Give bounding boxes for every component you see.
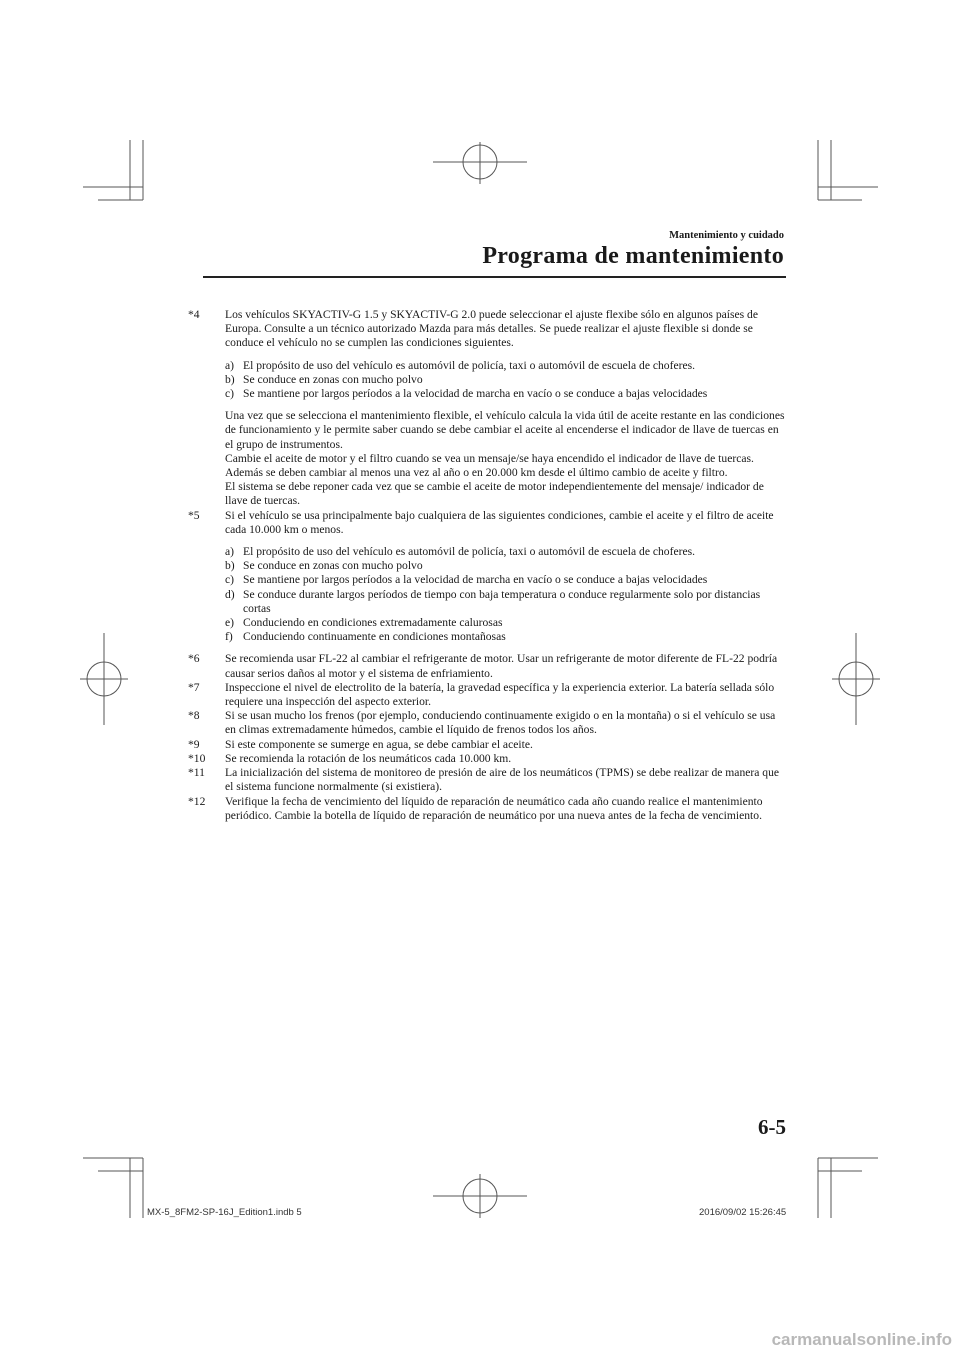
condition-item xyxy=(225,359,786,373)
footnote xyxy=(188,752,786,766)
footnote-text: Si se usan mucho los frenos (por ejemplo, conduciendo continuamente exigido o en la montaña) o si el vehículo se usa en climas extremadamente húmedos, cambie el líquido de frenos todos los años. xyxy=(225,709,776,737)
condition-letter: f) xyxy=(225,630,233,644)
footnote-text: Inspeccione el nivel de electrolito de la batería, la gravedad específica y la experiencia exterior. La batería sellada sólo requiere una inspección del aspecto exterior. xyxy=(225,680,775,709)
condition-item xyxy=(225,573,786,587)
condition-text: Se conduce durante largos períodos de tiempo con baja temperatura o conduce regularmente solo por distancias cortas xyxy=(243,587,761,615)
footnote-text: Se recomienda la rotación de los neumáticos cada 10.000 km. xyxy=(225,751,512,765)
footnote xyxy=(188,766,786,794)
footnote-number: *6 xyxy=(188,652,200,666)
footnote-number: *4 xyxy=(188,308,200,321)
condition-item xyxy=(225,373,786,387)
footnote xyxy=(188,681,786,709)
footnote-body xyxy=(225,766,786,794)
footnote-number: *10 xyxy=(188,751,206,765)
footnote-number: *11 xyxy=(188,766,205,780)
footnote-text: Se recomienda usar FL-22 al cambiar el refrigerante de motor. Usar un refrigerante de motor diferente de FL-22 podría causar serios daños al motor y el sistema de enfriamiento. xyxy=(225,652,778,680)
footnote-body xyxy=(225,308,786,509)
condition-letter: a) xyxy=(225,358,235,372)
footnote-text: Los vehículos SKYACTIV-G 1.5 y SKYACTIV-G 2.0 puede seleccionar el ajuste flexibe sólo en algunos países de Europa. Consulte a un técnico autorizado Mazda para más detalles. Se puede realizar el ajuste flexible si donde se conduce el vehículo no se cumplen las condiciones siguientes. xyxy=(225,308,759,350)
condition-letter: a) xyxy=(225,545,235,559)
condition-letter: e) xyxy=(225,616,235,630)
condition-letter: c) xyxy=(225,573,235,587)
footer-file-name: MX-5_8FM2-SP-16J_Edition1.indb 5 xyxy=(147,1207,302,1218)
condition-item xyxy=(225,630,786,644)
condition-text: El propósito de uso del vehículo es automóvil de policía, taxi o automóvil de escuela de choferes. xyxy=(243,545,696,559)
condition-letter: b) xyxy=(225,372,235,386)
footnote-paragraph: Una vez que se selecciona el mantenimiento flexible, el vehículo calcula la vida útil de aceite restante en las condiciones de funcionamiento y le permite saber cuando se debe cambiar el aceite al encenderse el indicador de llave de tuercas en el grupo de instrumentos. xyxy=(225,409,785,451)
footnote-number: *5 xyxy=(188,508,200,522)
footnote xyxy=(188,308,786,509)
footnote-body xyxy=(225,795,786,823)
footer-timestamp: 2016/09/02 15:26:45 xyxy=(699,1207,787,1218)
condition-text: Conduciendo continuamente en condiciones montañosas xyxy=(243,630,506,644)
footnote xyxy=(188,795,786,823)
condition-text: Conduciendo en condiciones extremadamente calurosas xyxy=(243,616,503,630)
condition-item xyxy=(225,559,786,573)
footnote-text: Si este componente se sumerge en agua, se debe cambiar el aceite. xyxy=(225,737,533,751)
condition-text: Se mantiene por largos períodos a la velocidad de marcha en vacío o se conduce a bajas velocidades xyxy=(243,387,708,401)
footnote xyxy=(188,738,786,752)
footnotes-list xyxy=(188,308,786,823)
footnote-number: *9 xyxy=(188,737,200,751)
footnote-body xyxy=(225,509,786,653)
condition-text: Se conduce en zonas con mucho polvo xyxy=(243,559,423,573)
condition-letter: d) xyxy=(225,587,235,601)
condition-item xyxy=(225,588,786,616)
footnote-body xyxy=(225,652,786,680)
footnote-number: *7 xyxy=(188,680,200,694)
footnote-paragraph: Cambie el aceite de motor y el filtro cuando se vea un mensaje/se haya encendido el indicador de llave de tuercas. Además se deben cambiar al menos una vez al año o en 20.000 km desde el último cambio de aceite y filtro. xyxy=(225,451,754,480)
footnote-text: Verifique la fecha de vencimiento del líquido de reparación de neumático cada año cuando realice el mantenimiento periódico. Cambie la botella de líquido de reparación de neumático por una nueva antes de la fecha de vencimiento. xyxy=(225,794,763,822)
condition-item xyxy=(225,387,786,401)
condition-text: El propósito de uso del vehículo es automóvil de policía, taxi o automóvil de escuela de choferes. xyxy=(243,358,696,372)
condition-item xyxy=(225,616,786,630)
watermark: carmanualsonline.info xyxy=(771,1330,952,1349)
section-label: Mantenimiento y cuidado xyxy=(669,230,784,241)
footnote-body xyxy=(225,752,786,766)
footnote-text: Si el vehículo se usa principalmente bajo cualquiera de las siguientes condiciones, cambie el aceite y el filtro de aceite cada 10.000 km o menos. xyxy=(225,508,774,536)
condition-letter: b) xyxy=(225,559,235,573)
header-rule xyxy=(203,276,786,278)
footnote-paragraph: El sistema se debe reponer cada vez que se cambie el aceite de motor independientemente del mensaje/ indicador de llave de tuercas. xyxy=(225,480,764,508)
footnote xyxy=(188,509,786,653)
condition-list xyxy=(225,545,786,644)
footnote xyxy=(188,652,786,680)
footnote-body xyxy=(225,681,786,709)
footnote xyxy=(188,709,786,737)
page-number: 6-5 xyxy=(758,1115,786,1139)
footnote-number: *8 xyxy=(188,709,200,723)
condition-letter: c) xyxy=(225,387,235,401)
footnote-number: *12 xyxy=(188,794,206,808)
page-title: Programa de mantenimiento xyxy=(482,243,784,269)
condition-list xyxy=(225,359,786,402)
footnote-body xyxy=(225,709,786,737)
footnote-body xyxy=(225,738,786,752)
condition-text: Se conduce en zonas con mucho polvo xyxy=(243,372,423,386)
condition-item xyxy=(225,545,786,559)
footnote-text: La inicialización del sistema de monitoreo de presión de aire de los neumáticos (TPMS) se debe realizar de manera que el sistema funcione normalmente (si existiera). xyxy=(225,766,780,794)
condition-text: Se mantiene por largos períodos a la velocidad de marcha en vacío o se conduce a bajas velocidades xyxy=(243,573,708,587)
